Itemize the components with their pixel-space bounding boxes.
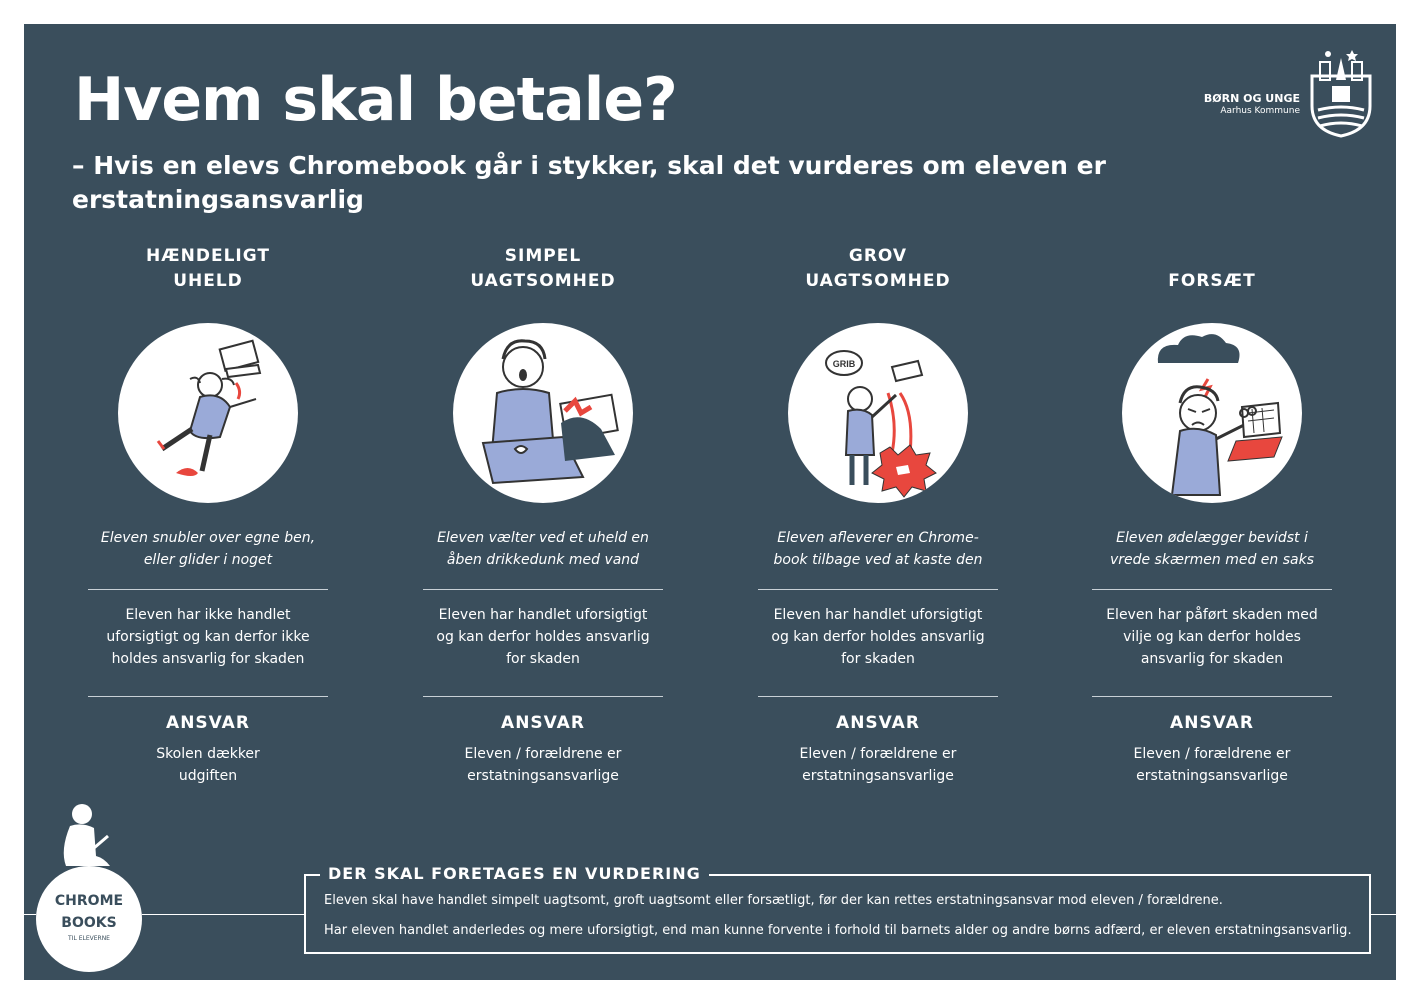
explain-line-2: og kan derfor holdes ansvarlig (436, 629, 650, 645)
explanation-text (83, 590, 333, 684)
badge-divider-line (24, 914, 36, 915)
explain-line-2: uforsigtigt og kan derfor ikke (106, 629, 310, 645)
municipality-logo-text (1204, 92, 1300, 118)
ansvar-line-1: Eleven / forældrene er (1133, 746, 1291, 762)
assessment-line-2: Har eleven handlet anderledes og mere uforsigtigt, end man kunne forvente i forhold til barnets alder og andre børns adfærd, er eleven erstatningsansvarlig. (324, 923, 1352, 938)
explanation-text (418, 590, 668, 684)
example-line-2: åben drikkedunk med vand (446, 552, 640, 568)
ansvar-line-2: udgiften (178, 768, 238, 784)
assessment-title: DER SKAL FORETAGES EN VURDERING (320, 863, 709, 885)
explanation-text (1087, 590, 1337, 684)
throwing-laptop-illustration (788, 323, 968, 503)
heading-line-2: UAGTSOMHED (805, 271, 951, 291)
ansvar-line-1: Eleven / forældrene er (464, 746, 622, 762)
example-line-1: Eleven vælter ved et uheld en (437, 530, 649, 546)
example-line-1: Eleven ødelægger bevidst i (1116, 530, 1308, 546)
explain-line-1: Eleven har ikke handlet (125, 607, 291, 623)
falling-girl-illustration (118, 323, 298, 503)
grib-speech-bubble: GRIB (832, 359, 856, 369)
explain-line-2: vilje og kan derfor holdes (1123, 629, 1301, 645)
column-heading (83, 234, 333, 294)
assessment-line-1: Eleven skal have handlet simpelt uagtsomt, groft uagtsomt eller forsætligt, før der kan rettes erstatningsansvar mod eleven / forældrene. (324, 893, 1223, 908)
badge-line-2: BOOKS (61, 915, 117, 931)
example-line-1: Eleven afleverer en Chrome- (777, 530, 979, 546)
ansvar-label: ANSVAR (166, 713, 250, 733)
divider (88, 696, 328, 697)
example-line-2: vrede skærmen med en saks (1109, 552, 1315, 568)
column-heading (1087, 234, 1337, 294)
column-accidental (83, 234, 333, 787)
ansvar-line-2: erstatningsansvarlige (802, 768, 954, 784)
explain-line-1: Eleven har påført skaden med (1106, 607, 1318, 623)
ansvar-line-1: Eleven / forældrene er (799, 746, 957, 762)
heading-line-2: UHELD (173, 271, 243, 291)
logo-line-1: BØRN OG UNGE (1203, 92, 1300, 105)
poster (24, 24, 1396, 980)
example-text (1087, 527, 1337, 577)
example-text (83, 527, 333, 577)
ansvar-text (753, 743, 1003, 787)
spilled-drink-illustration (453, 323, 633, 503)
example-text (418, 527, 668, 577)
ansvar-text (1087, 743, 1337, 787)
divider (1092, 696, 1332, 697)
example-line-2: book tilbage ved at kaste den (773, 552, 983, 568)
aarhus-crest-icon (1308, 46, 1374, 138)
explain-line-1: Eleven har handlet uforsigtigt (438, 607, 648, 623)
heading-line-1: HÆNDELIGT (145, 246, 271, 266)
column-intent (1087, 234, 1337, 787)
logo-line-2: Aarhus Kommune (1220, 106, 1300, 116)
ansvar-text (418, 743, 668, 787)
ansvar-label: ANSVAR (1170, 713, 1254, 733)
column-heading (753, 234, 1003, 294)
column-heading (418, 234, 668, 294)
page-title: Hvem skal betale? (74, 65, 677, 135)
example-text (753, 527, 1003, 577)
column-simple-negligence (418, 234, 668, 787)
ansvar-line-1: Skolen dækker (156, 746, 260, 762)
divider (423, 696, 663, 697)
explanation-text (753, 590, 1003, 684)
heading-line-2: FORSÆT (1168, 271, 1256, 291)
explain-line-2: og kan derfor holdes ansvarlig (771, 629, 985, 645)
ansvar-label: ANSVAR (836, 713, 920, 733)
heading-line-1: GROV (848, 246, 908, 266)
ansvar-label: ANSVAR (501, 713, 585, 733)
angry-boy-scissors-illustration (1122, 323, 1302, 503)
heading-line-2: UAGTSOMHED (470, 271, 616, 291)
column-gross-negligence (753, 234, 1003, 787)
heading-line-1: SIMPEL (504, 246, 582, 266)
ansvar-line-2: erstatningsansvarlige (1136, 768, 1288, 784)
ansvar-text (83, 743, 333, 787)
explain-line-3: for skaden (841, 651, 915, 667)
kid-with-laptop-icon (56, 802, 116, 872)
assessment-box (304, 864, 1371, 954)
explain-line-1: Eleven har handlet uforsigtigt (773, 607, 983, 623)
divider (758, 696, 998, 697)
explain-line-3: ansvarlig for skaden (1140, 651, 1284, 667)
badge-line-1: CHROME (54, 893, 124, 909)
page-subtitle: – Hvis en elevs Chromebook går i stykker, skal det vurderes om eleven er erstatningsansvarlig (72, 151, 1106, 214)
ansvar-line-2: erstatningsansvarlige (467, 768, 619, 784)
frame-divider-line (1371, 914, 1396, 915)
badge-line-3: TIL ELEVERNE (68, 935, 110, 942)
explain-line-3: holdes ansvarlig for skaden (111, 651, 305, 667)
badge-divider-line (142, 914, 304, 915)
explain-line-3: for skaden (506, 651, 580, 667)
example-line-2: eller glider i noget (143, 552, 273, 568)
chromebooks-badge (36, 866, 142, 972)
example-line-1: Eleven snubler over egne ben, (100, 530, 316, 546)
